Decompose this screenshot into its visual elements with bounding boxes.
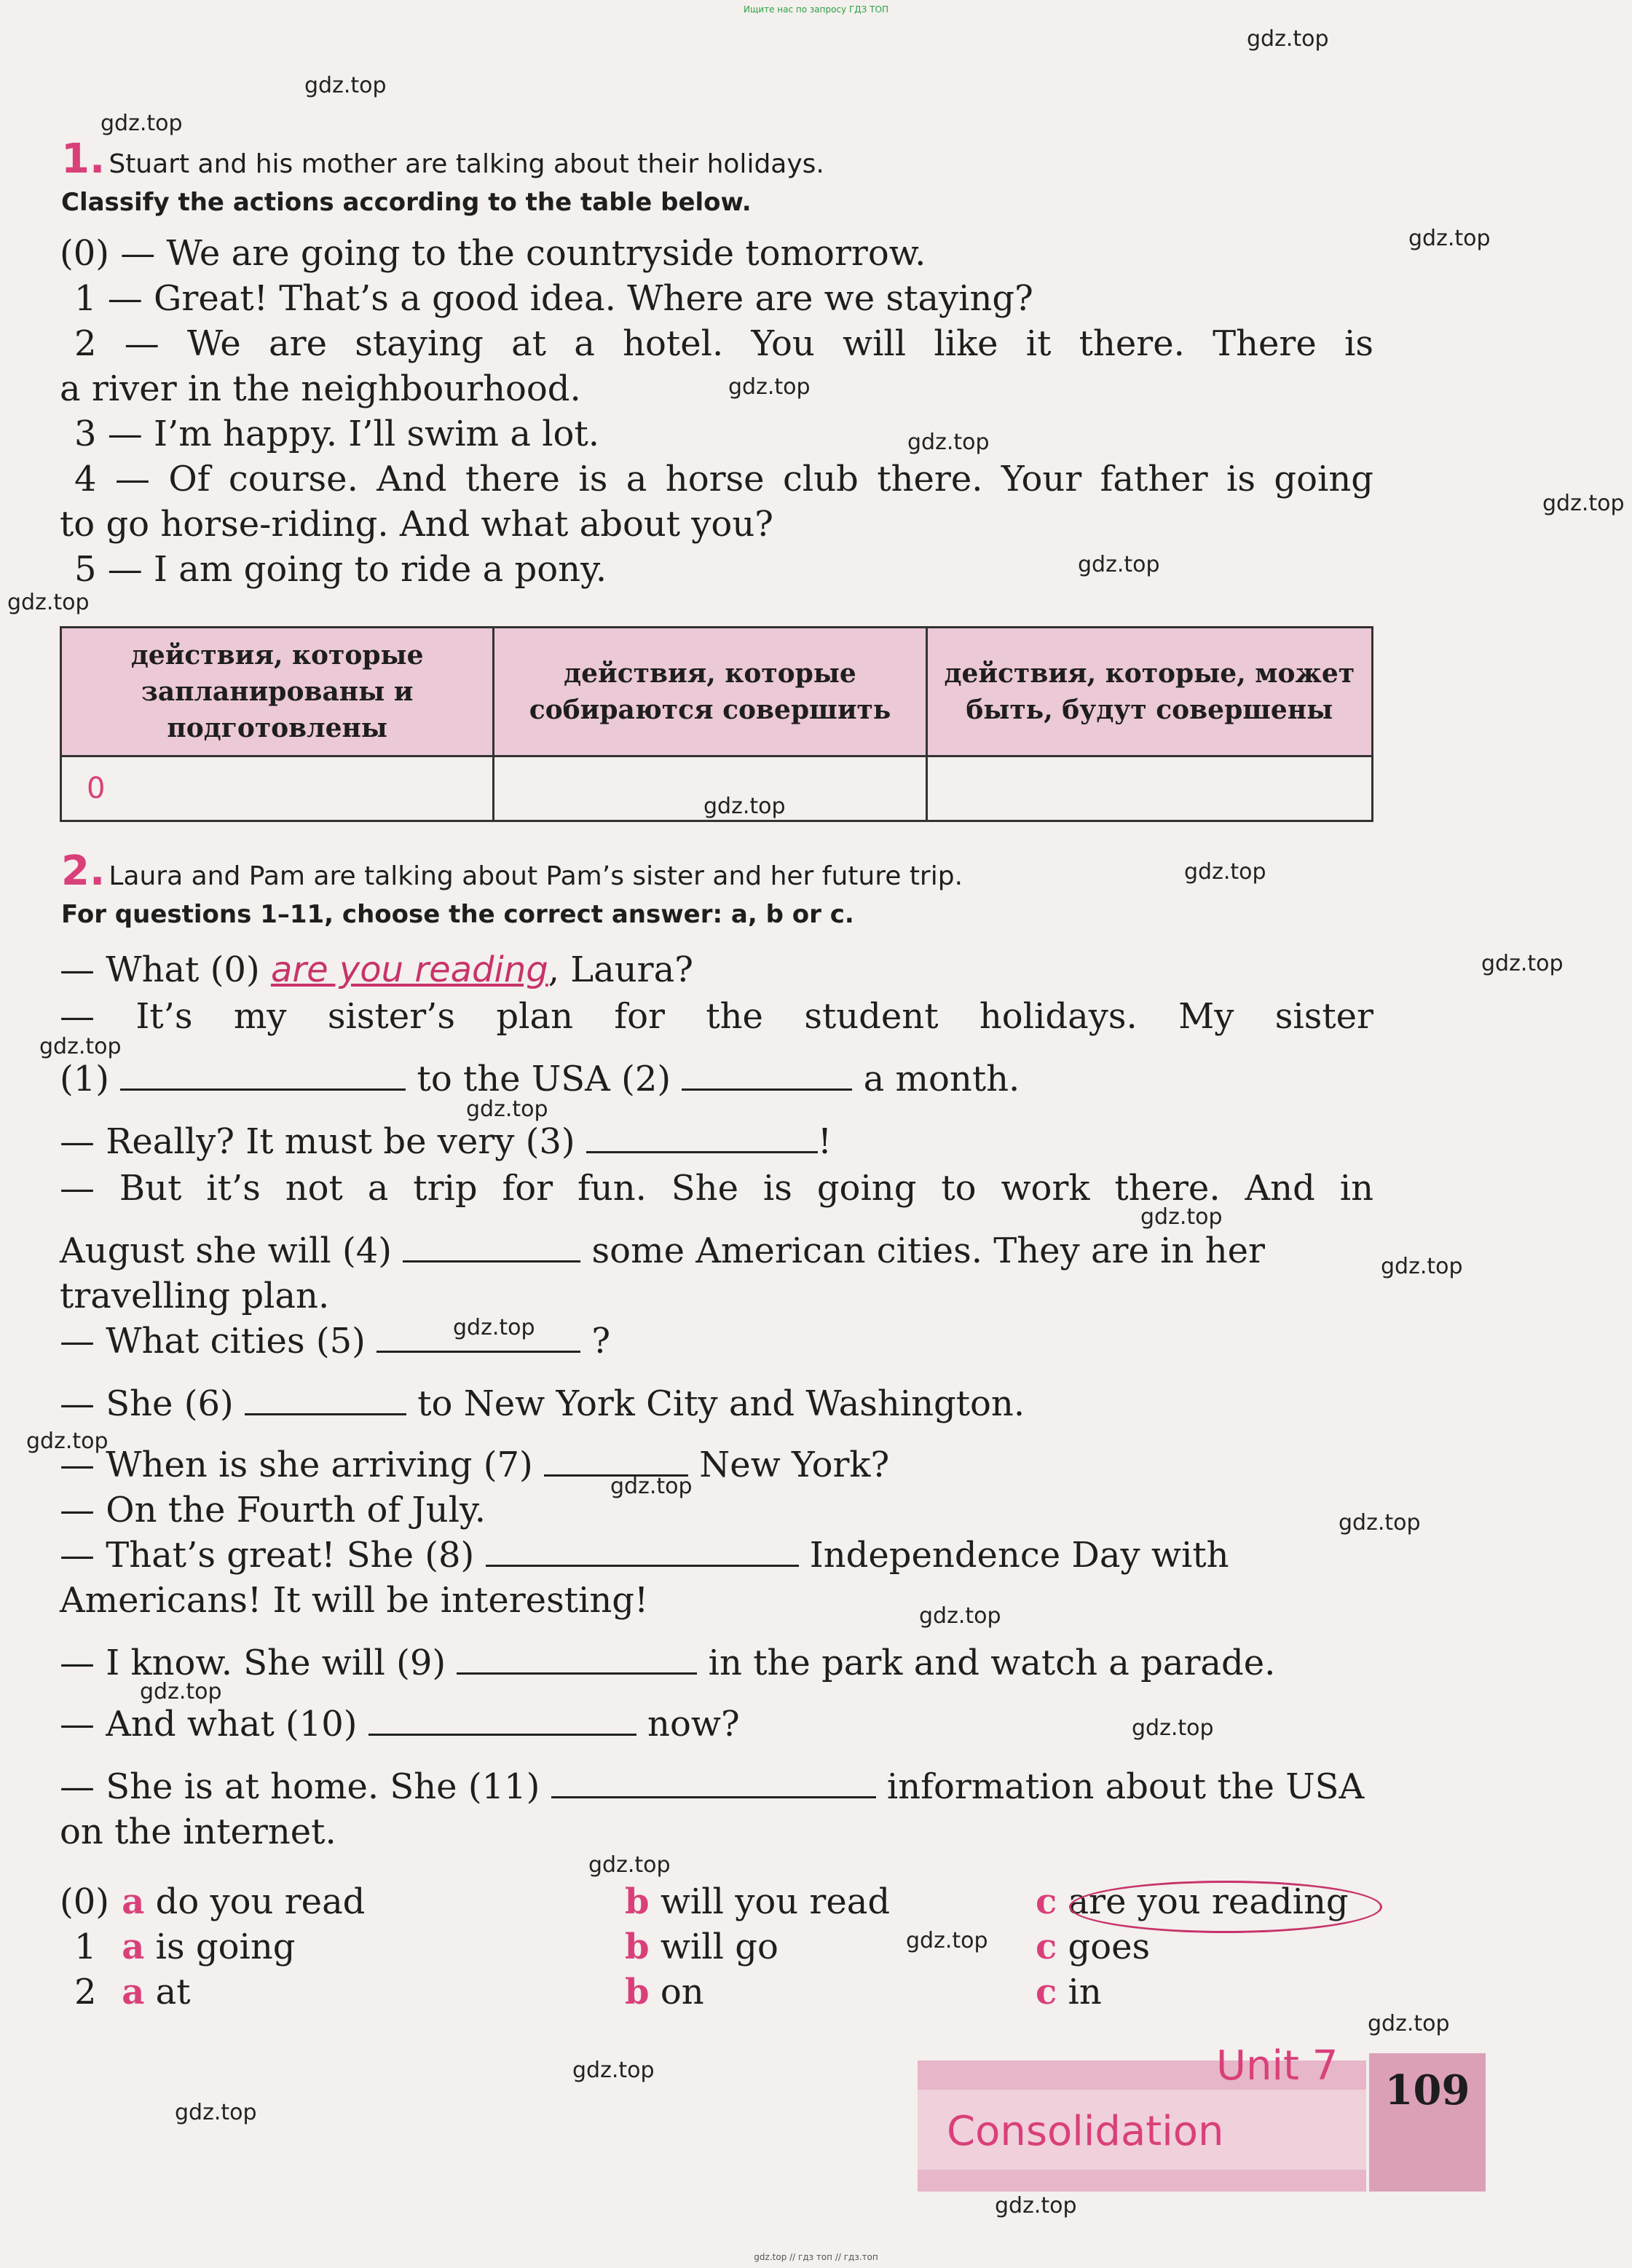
ex2-line-4-b: !	[817, 1121, 832, 1162]
ex1-line-1: 1 — Great! That’s a good idea. Where are we staying?	[74, 278, 1033, 319]
ex2-line-3-a: (1)	[60, 1059, 109, 1099]
blank-4[interactable]	[403, 1231, 580, 1263]
watermark: gdz.top	[907, 430, 990, 455]
exercise-2-instruction: For questions 1–11, choose the correct answer: a, b or c.	[61, 900, 854, 929]
option-b-letter: b	[625, 1972, 650, 2012]
watermark: gdz.top	[1408, 226, 1491, 251]
ex2-line-1-post: , Laura?	[548, 949, 693, 990]
option-b-1[interactable]	[625, 1927, 778, 1967]
ex2-line-15-a: — And what (10)	[60, 1704, 358, 1745]
ex2-line-1-pre: — What (0)	[60, 949, 260, 990]
watermark: gdz.top	[39, 1034, 122, 1059]
ex2-line-16	[60, 1766, 1364, 1807]
watermark: gdz.top	[100, 111, 183, 136]
watermark: gdz.top	[453, 1315, 535, 1340]
option-b-2[interactable]	[625, 1972, 704, 2012]
ex2-line-15	[60, 1704, 740, 1745]
option-c-letter: c	[1036, 1881, 1057, 1922]
ex2-line-7: travelling plan.	[60, 1276, 330, 1316]
ex2-line-8	[60, 1321, 610, 1362]
answer-0: are you reading	[270, 949, 548, 990]
classification-table	[60, 626, 1373, 822]
ex2-line-9	[60, 1383, 1025, 1424]
option-b-letter: b	[625, 1927, 650, 1967]
watermark: gdz.top	[1078, 552, 1160, 577]
ex2-line-6-b: some American cities. They are in her	[591, 1230, 1265, 1271]
blank-2[interactable]	[682, 1059, 852, 1091]
option-a-letter: a	[122, 1927, 145, 1967]
ex2-line-6	[60, 1230, 1265, 1271]
exercise-1-intro: Stuart and his mother are talking about their holidays.	[109, 149, 824, 179]
option-a-letter: a	[122, 1972, 145, 2012]
ex2-line-8-a: — What cities (5)	[60, 1321, 366, 1362]
blank-10[interactable]	[368, 1704, 636, 1736]
option-num: 2	[74, 1972, 97, 2012]
ex2-line-10-a: — When is she arriving (7)	[60, 1445, 533, 1485]
option-b-0[interactable]	[625, 1881, 890, 1922]
watermark: gdz.top	[572, 2058, 655, 2083]
option-a[interactable]: do you read	[155, 1881, 366, 1922]
exercise-1-number: 1.	[61, 135, 106, 183]
table-cell-maybe[interactable]	[926, 756, 1372, 821]
blank-11[interactable]	[551, 1767, 876, 1798]
table-header-intend: действия, которые собираются совершить	[494, 628, 926, 756]
ex2-line-15-b: now?	[647, 1704, 740, 1745]
section-label: Consolidation	[947, 2108, 1224, 2155]
table-header-maybe: действия, которые, может быть, будут совершены	[926, 628, 1372, 756]
option-num: 1	[74, 1927, 97, 1967]
ex2-line-2: — It’s my sister’s plan for the student holidays. My sister	[60, 996, 1373, 1037]
ex2-line-14	[60, 1643, 1275, 1683]
option-b-text: on	[660, 1972, 704, 2012]
ex2-line-16-b: information about the USA	[886, 1766, 1365, 1807]
ex2-line-6-a: August she will (4)	[60, 1230, 392, 1271]
watermark: gdz.top	[1140, 1204, 1223, 1230]
ex2-line-8-b: ?	[591, 1321, 611, 1362]
unit-label: Unit 7	[1216, 2042, 1339, 2090]
watermark: gdz.top	[304, 73, 387, 98]
option-c-text: are you reading	[1068, 1881, 1349, 1922]
ex2-line-12	[60, 1535, 1229, 1576]
options-row-2	[74, 1972, 191, 2012]
blank-6[interactable]	[245, 1384, 406, 1415]
option-c-text: goes	[1068, 1927, 1151, 1967]
watermark: gdz.top	[140, 1679, 222, 1704]
watermark: gdz.top	[1481, 951, 1564, 976]
ex2-line-9-a: — She (6)	[60, 1383, 234, 1424]
ex2-line-3-c: a month.	[863, 1059, 1020, 1099]
option-c-2[interactable]	[1036, 1972, 1102, 2012]
blank-5[interactable]	[377, 1321, 580, 1353]
ex2-line-12-a: — That’s great! She (8)	[60, 1535, 475, 1576]
watermark: gdz.top	[1542, 491, 1625, 516]
exercise-1-instruction: Classify the actions according to the table below.	[61, 188, 752, 217]
page-number: 109	[1384, 2066, 1470, 2114]
option-c-letter: c	[1036, 1927, 1057, 1967]
option-a[interactable]: at	[155, 1972, 191, 2012]
ex2-line-13: Americans! It will be interesting!	[60, 1580, 649, 1621]
watermark: gdz.top	[610, 1474, 693, 1499]
watermark: gdz.top	[1381, 1254, 1463, 1279]
watermark: gdz.top	[1184, 859, 1266, 885]
ex2-line-4-a: — Really? It must be very (3)	[60, 1121, 575, 1162]
table-header-planned: действия, которые запланированы и подготовлены	[61, 628, 494, 756]
ex1-line-5: 4 — Of course. And there is a horse club there. Your father is going	[74, 459, 1373, 499]
blank-8[interactable]	[486, 1536, 799, 1567]
exercise-2-header	[61, 847, 963, 895]
watermark: gdz.top	[1132, 1715, 1214, 1741]
ex1-line-4: 3 — I’m happy. I’ll swim a lot.	[74, 414, 599, 454]
ex2-line-3-b: to the USA (2)	[417, 1059, 671, 1099]
ex2-line-14-b: in the park and watch a parade.	[708, 1643, 1276, 1683]
watermark: gdz.top	[919, 1603, 1001, 1629]
table-cell-intend[interactable]	[494, 756, 926, 821]
watermark: gdz.top	[995, 2193, 1077, 2218]
watermark: gdz.top	[588, 1852, 671, 1878]
bottom-note: gdz.top // гдз топ // гдз.топ	[754, 2252, 878, 2262]
watermark: gdz.top	[26, 1429, 109, 1454]
option-b-text: will go	[660, 1927, 778, 1967]
ex1-line-0: (0) — We are going to the countryside tomorrow.	[60, 233, 926, 274]
watermark: gdz.top	[703, 794, 786, 819]
watermark: gdz.top	[1368, 2011, 1450, 2036]
ex2-line-5: — But it’s not a trip for fun. She is going to work there. And in	[60, 1168, 1373, 1209]
option-b-text: will you read	[660, 1881, 891, 1922]
ex2-line-10	[60, 1445, 889, 1485]
exercise-2-intro: Laura and Pam are talking about Pam’s sister and her future trip.	[109, 861, 963, 891]
blank-3[interactable]	[586, 1122, 818, 1153]
watermark: gdz.top	[1339, 1510, 1421, 1536]
ex2-line-12-b: Independence Day with	[809, 1535, 1229, 1576]
ex2-line-3	[60, 1059, 1020, 1099]
exercise-2-number: 2.	[61, 847, 106, 895]
ex1-line-2: 2 — We are staying at a hotel. You will like it there. There is	[74, 323, 1373, 364]
ex2-line-17: on the internet.	[60, 1811, 336, 1852]
ex2-line-9-b: to New York City and Washington.	[417, 1383, 1025, 1424]
ex1-line-3: a river in the neighbourhood.	[60, 368, 581, 409]
ex2-line-14-a: — I know. She will (9)	[60, 1643, 446, 1683]
selected-answer-circle	[1069, 1881, 1382, 1933]
blank-9[interactable]	[457, 1643, 697, 1675]
ex1-line-6: to go horse-riding. And what about you?	[60, 504, 773, 545]
options-row-1	[74, 1927, 296, 1967]
ex2-line-10-b: New York?	[699, 1445, 890, 1485]
option-a-letter: a	[122, 1881, 145, 1922]
table-cell-planned[interactable]: 0	[61, 756, 494, 821]
watermark: gdz.top	[906, 1928, 988, 1953]
watermark: gdz.top	[7, 590, 90, 615]
option-c-letter: c	[1036, 1972, 1057, 2012]
option-num: (0)	[60, 1881, 109, 1922]
top-note: Ищите нас по запросу ГДЗ ТОП	[744, 4, 888, 15]
ex2-line-4	[60, 1121, 832, 1162]
option-c-1[interactable]	[1036, 1927, 1150, 1967]
option-a[interactable]: is going	[155, 1927, 296, 1967]
option-c-text: in	[1068, 1972, 1102, 2012]
ex2-line-11: — On the Fourth of July.	[60, 1490, 486, 1530]
watermark: gdz.top	[175, 2100, 257, 2125]
ex1-line-7: 5 — I am going to ride a pony.	[74, 549, 607, 590]
blank-1[interactable]	[120, 1059, 406, 1091]
exercise-1-header	[61, 135, 824, 183]
watermark: gdz.top	[728, 374, 811, 400]
blank-7[interactable]	[544, 1445, 688, 1477]
ex2-line-16-a: — She is at home. She (11)	[60, 1766, 540, 1807]
option-b-letter: b	[625, 1881, 650, 1922]
watermark: gdz.top	[1247, 26, 1329, 52]
ex2-line-1	[60, 949, 693, 990]
watermark: gdz.top	[466, 1097, 548, 1122]
